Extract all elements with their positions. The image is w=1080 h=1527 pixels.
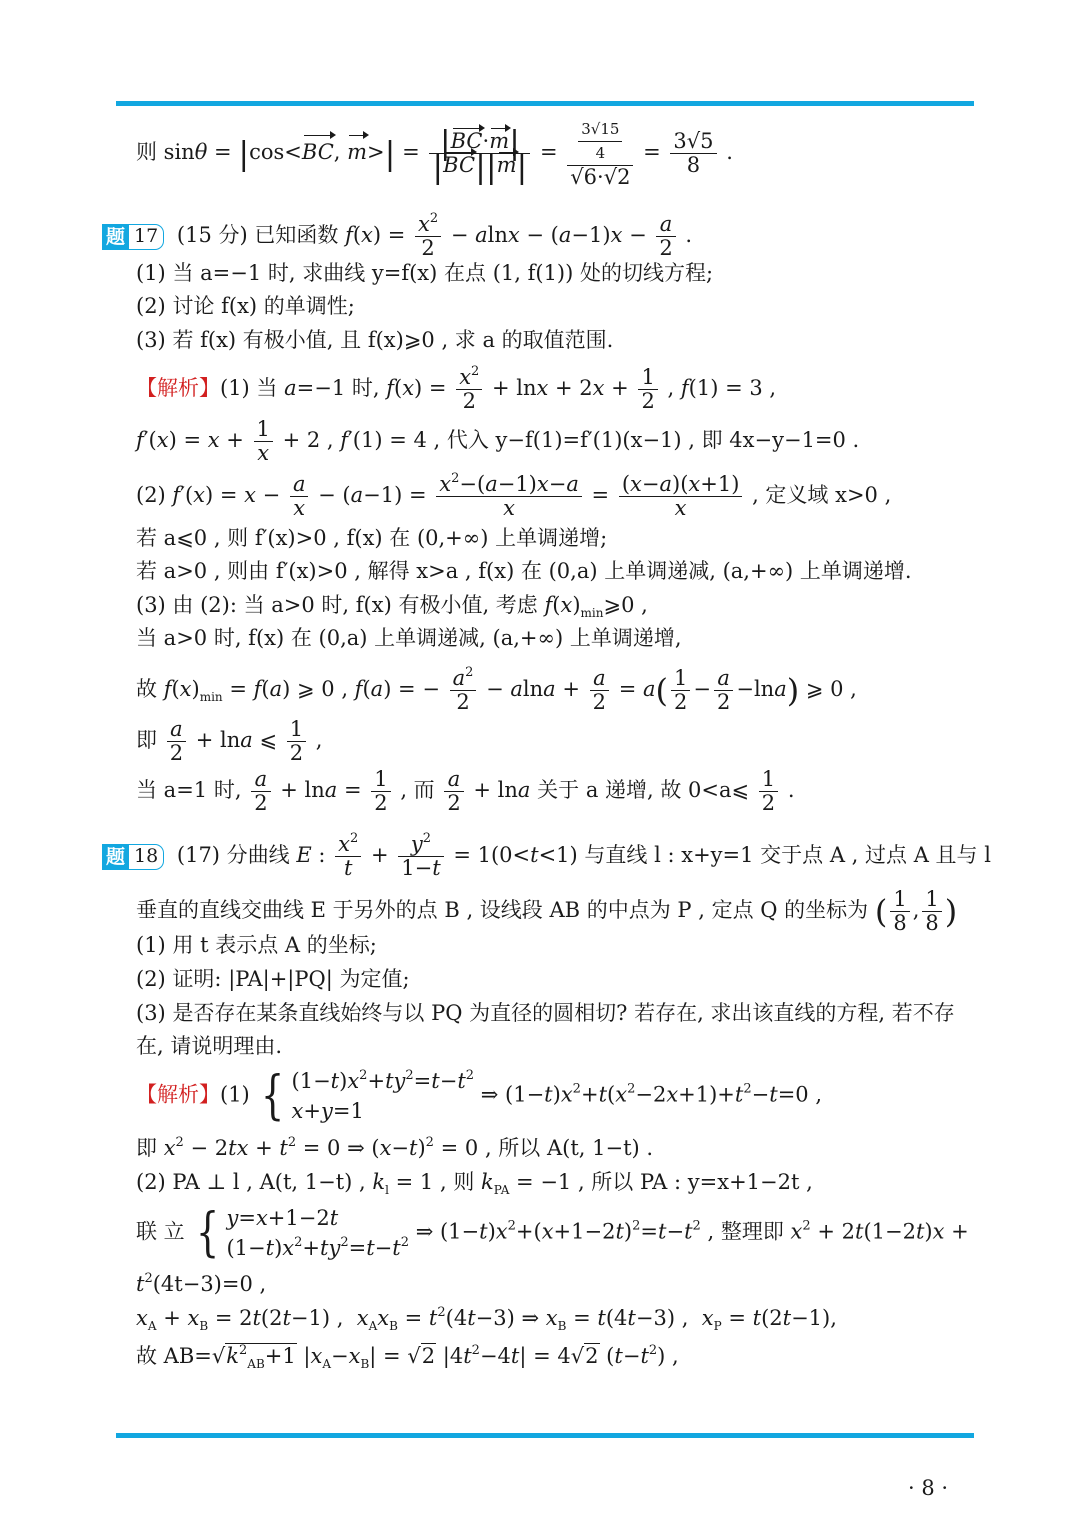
q18-analysis-label: 【解析】 <box>136 1082 220 1107</box>
q17-analysis-line-8: 故 $f(x)_{min} = f(a)$ ⩾ 0 , f(a) = − $\frac{a^2}{2}$ − alna + $\frac{a}{2}$ = a( $\frac{1}{2}$ − $\frac{a}{2}$ −lna) ⩾ 0 , <box>136 665 857 714</box>
q17-part-2: (2) 讨论 f(x) 的单调性; <box>136 294 355 318</box>
q18-analysis-line-7: 故 $AB=√k^2_{AB}+1$ $|x_A-x_B| = √2$ $|4t^2-4t| = 4√2$ $(t-t^2)$ , <box>136 1343 679 1371</box>
q18-analysis-line-3: (2) PA ⊥ l , A(t, 1−t) , $k_l = 1$ , 则 $k_{PA} = -1$ , 所以 PA : y=x+1−2t , <box>136 1170 813 1197</box>
bottom-rule <box>116 1433 974 1438</box>
q17-analysis-line-2: f′(x) = x + $\frac{1}{x}$ + 2 , f′(1) = 4 , 代入 y−f(1)=f′(1)(x−1) , 即 4x−y−1=0 . <box>136 417 860 465</box>
q17-analysis-line-4: 若 a⩽0 , 则 f′(x)>0 , f(x) 在 (0,+∞) 上单调递增; <box>136 526 608 550</box>
q17-analysis-label: 【解析】 <box>136 376 220 400</box>
q17-part-3: (3) 若 f(x) 有极小值, 且 f(x)⩾0 , 求 a 的取值范围. <box>136 328 614 352</box>
q18-stem: 题 18 (17) 分曲线 E : $\frac{x^2}{t}$ + $\frac{y^2}{1-t}$ = 1(0<t<1) 与直线 l : x+y=1 交于点 A , 过点 A 且与 l <box>102 833 991 880</box>
q18-label: 题 18 <box>102 844 164 870</box>
q18-analysis-line-6: $x_A + x_B = 2t(2t-1)$ , $x_Ax_B = t^2(4t-3)$ ⇒ $x_B = t(4t-3)$ , $x_P = t(2t-1)$, <box>136 1305 837 1333</box>
q17-part-1: (1) 当 a=−1 时, 求曲线 y=f(x) 在点 (1, f(1)) 处的切线方程; <box>136 261 714 285</box>
q17-analysis-line-1: 【解析】(1) 当 a=−1 时, f(x) = $\frac{x^2}{2}$ + lnx + 2x + $\frac{1}{2}$ , f(1) = 3 , <box>136 364 777 413</box>
q17-analysis-line-3: (2) f′(x) = x − $\frac{a}{x}$ − (a−1) = $\frac{x^2-(a-1)x-a}{x}$ = $\frac{(x-a)(x+1)}{x}$ , 定义域 x>0 , <box>136 471 892 520</box>
q18-analysis-line-5: $t^2(4t-3)=0$ , <box>136 1271 267 1296</box>
q18-stem-line-2: 垂直的直线交曲线 E 于另外的点 B , 设线段 AB 的中点为 P , 定点 Q 的坐标为 ( $\frac{1}{8}$ , $\frac{1}{8}$ ) <box>136 887 958 935</box>
q17-stem: 题 17 (15 分) 已知函数 f(x) = $\frac{x^2}{2}$ − alnx − (a−1)x − $\frac{a}{2}$ . <box>102 213 692 260</box>
q17-analysis-line-5: 若 a>0 , 则由 f′(x)>0 , 解得 x>a , f(x) 在 (0,a) 上单调递减, (a,+∞) 上单调递增. <box>136 559 912 583</box>
q17-analysis-line-7: 当 a>0 时, f(x) 在 (0,a) 上单调递减, (a,+∞) 上单调递增, <box>136 626 682 650</box>
q18-part-3: (3) 是否存在某条直线始终与以 PQ 为直径的圆相切? 若存在, 求出该直线的方程, 若不存 <box>136 1001 955 1025</box>
sin-theta-line: 则 sinθ = |cos<BC, m>| = $\frac{|BC\cdot m|}{|BC||m|}$ = $\frac{\frac{3√15}{4}}{√6\cdot√2}$ = $\frac{3√5}{8}$ . <box>136 120 733 189</box>
top-rule <box>116 101 974 106</box>
q17-analysis-line-6: (3) 由 (2): 当 a>0 时, f(x) 有极小值, 考虑 $f(x)_{min}⩾0$ , <box>136 593 648 620</box>
q17-label: 题 17 <box>102 224 164 250</box>
q18-part-2: (2) 证明: |PA|+|PQ| 为定值; <box>136 967 410 991</box>
q18-analysis-line-2: 即 $x^2 - 2tx + t^2 = 0$ ⇒ $(x-t)^2 = 0$ , 所以 A(t, 1−t) . <box>136 1135 654 1160</box>
q17-analysis-line-9: 即 $\frac{a}{2}$ + lna ⩽ $\frac{1}{2}$ , <box>136 717 323 765</box>
q18-part-1: (1) 用 t 表示点 A 的坐标; <box>136 933 377 957</box>
q18-analysis-line-1: 【解析】(1) { $(1-t)x^2+ty^2=t-t^2$ x+y=1 ⇒ $(1-t)x^2+t(x^2-2x+1)+t^2-t=0$ , <box>136 1066 823 1126</box>
q18-analysis-line-4: 联 立 { y=x+1−2t $(1-t)x^2+ty^2=t-t^2$ ⇒ $(1-t)x^2+(x+1-2t)^2=t-t^2$ , 整理即 $x^2 + 2t(1-2t)x$ + <box>136 1203 969 1263</box>
q18-part-3-cont: 在, 请说明理由. <box>136 1034 283 1058</box>
q17-analysis-line-10: 当 a=1 时, $\frac{a}{2}$ + lna = $\frac{1}{2}$ , 而 $\frac{a}{2}$ + lna 关于 a 递增, 故 0<a⩽ $\frac{1}{2}$ . <box>136 767 795 815</box>
page-number: · 8 · <box>908 1476 949 1500</box>
